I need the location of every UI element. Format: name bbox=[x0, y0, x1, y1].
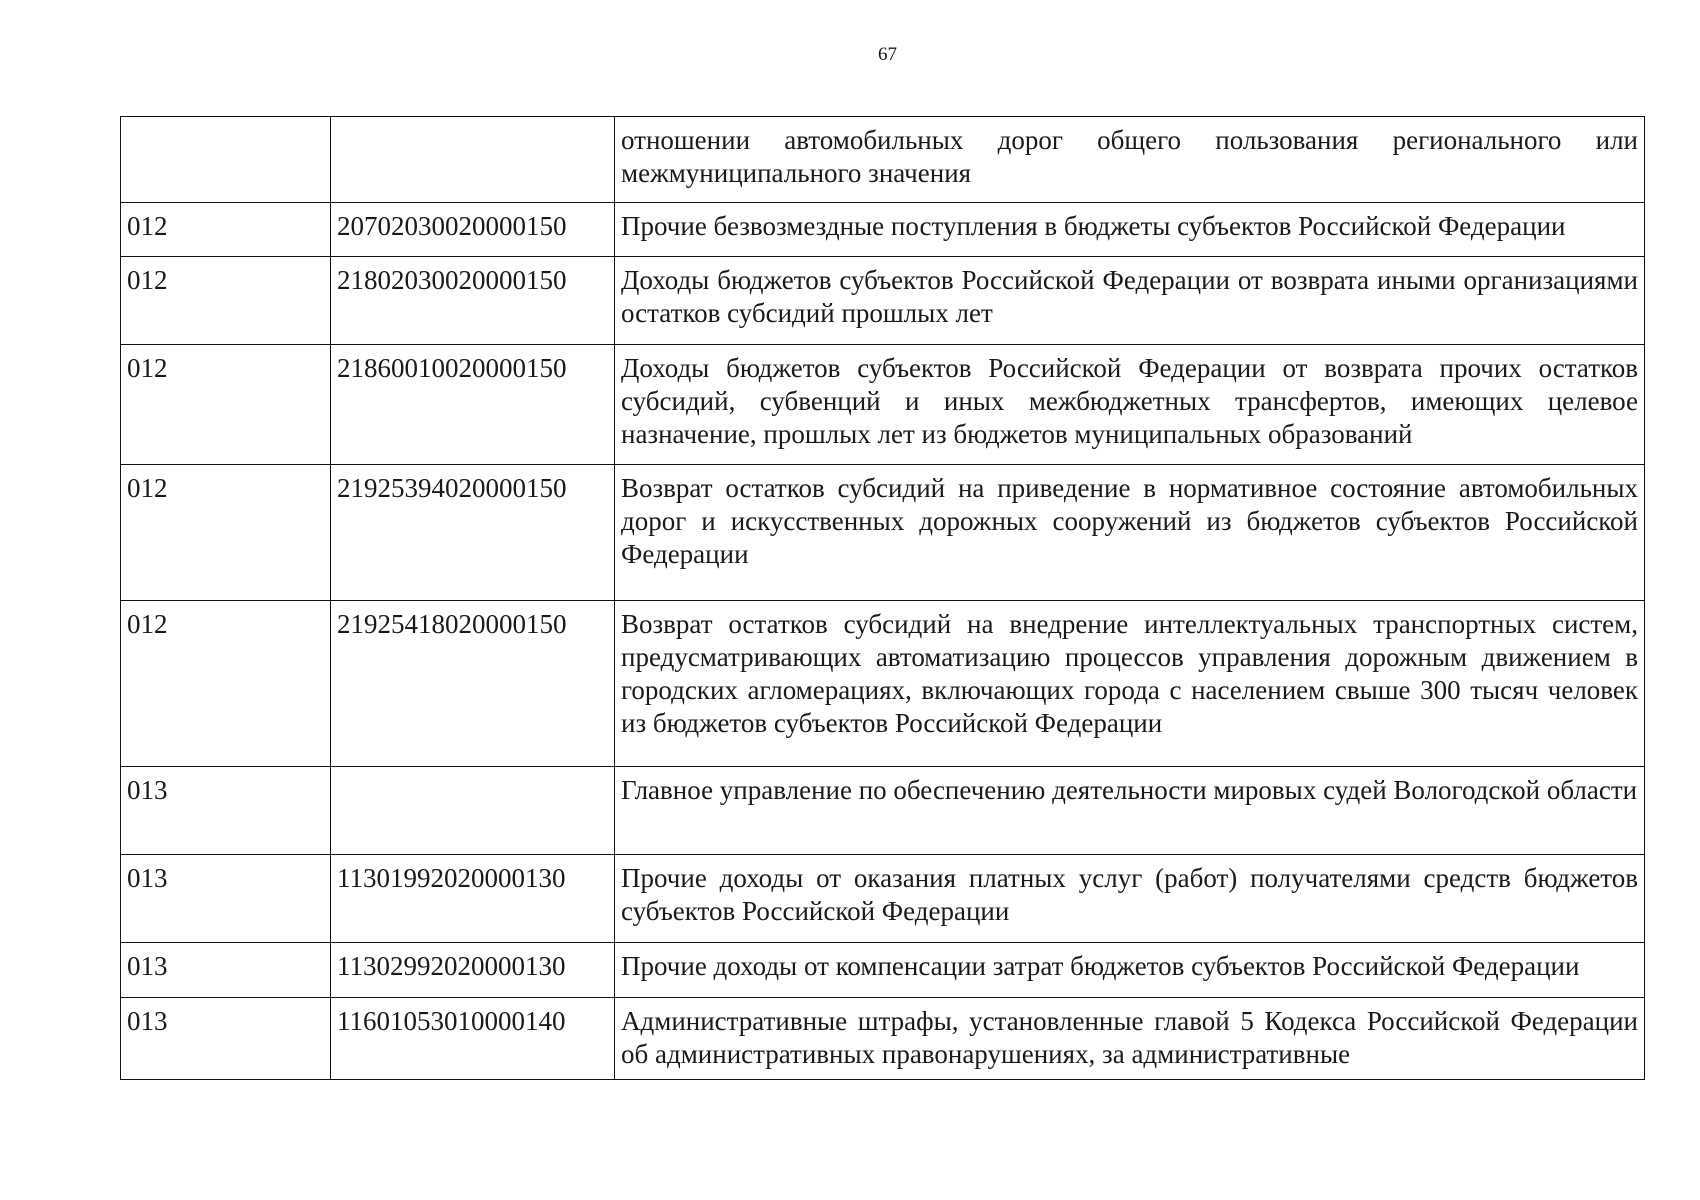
table-body bbox=[121, 117, 1645, 1080]
table-row bbox=[121, 345, 1645, 465]
income-code-cell bbox=[331, 767, 615, 855]
admin-code-cell: 012 bbox=[121, 465, 331, 601]
description-cell: Возврат остатков субсидий на внедрение интеллектуальных транспортных систем, предусматривающих автоматизацию процессов управления дорожным движением в городских агломерациях, включающих города с населением свыше 300 тысяч человек из бюджетов субъектов Российской Федерации bbox=[615, 601, 1645, 767]
description-cell: Прочие безвозмездные поступления в бюджеты субъектов Российской Федерации bbox=[615, 203, 1645, 257]
description-cell: Доходы бюджетов субъектов Российской Федерации от возврата прочих остатков субсидий, субвенций и иных межбюджетных трансфертов, имеющих целевое назначение, прошлых лет из бюджетов муниципальных образований bbox=[615, 345, 1645, 465]
table-row bbox=[121, 855, 1645, 943]
income-code-cell bbox=[331, 117, 615, 203]
description-cell: отношении автомобильных дорог общего пользования регионального или межмуниципального значения bbox=[615, 117, 1645, 203]
admin-code-cell: 012 bbox=[121, 257, 331, 345]
admin-code-cell: 013 bbox=[121, 943, 331, 998]
income-code-cell: 21802030020000150 bbox=[331, 257, 615, 345]
table-row bbox=[121, 203, 1645, 257]
income-code-cell: 11301992020000130 bbox=[331, 855, 615, 943]
admin-code-cell: 013 bbox=[121, 767, 331, 855]
page-number: 67 bbox=[878, 44, 897, 65]
admin-code-cell: 012 bbox=[121, 601, 331, 767]
table-row bbox=[121, 998, 1645, 1080]
description-cell: Доходы бюджетов субъектов Российской Федерации от возврата иными организациями остатков субсидий прошлых лет bbox=[615, 257, 1645, 345]
income-code-cell: 11601053010000140 bbox=[331, 998, 615, 1080]
income-code-cell: 21860010020000150 bbox=[331, 345, 615, 465]
table-row bbox=[121, 943, 1645, 998]
table-row bbox=[121, 465, 1645, 601]
income-code-cell: 21925394020000150 bbox=[331, 465, 615, 601]
admin-code-cell: 012 bbox=[121, 345, 331, 465]
description-cell: Административные штрафы, установленные главой 5 Кодекса Российской Федерации об административных правонарушениях, за административные bbox=[615, 998, 1645, 1080]
admin-code-cell: 013 bbox=[121, 998, 331, 1080]
description-cell: Прочие доходы от компенсации затрат бюджетов субъектов Российской Федерации bbox=[615, 943, 1645, 998]
income-code-cell: 11302992020000130 bbox=[331, 943, 615, 998]
admin-code-cell bbox=[121, 117, 331, 203]
budget-codes-table bbox=[120, 116, 1645, 1080]
description-cell: Возврат остатков субсидий на приведение в нормативное состояние автомобильных дорог и искусственных дорожных сооружений из бюджетов субъектов Российской Федерации bbox=[615, 465, 1645, 601]
table-row bbox=[121, 767, 1645, 855]
description-cell: Главное управление по обеспечению деятельности мировых судей Вологодской области bbox=[615, 767, 1645, 855]
table-row bbox=[121, 117, 1645, 203]
table-row bbox=[121, 601, 1645, 767]
description-cell: Прочие доходы от оказания платных услуг (работ) получателями средств бюджетов субъектов Российской Федерации bbox=[615, 855, 1645, 943]
admin-code-cell: 012 bbox=[121, 203, 331, 257]
admin-code-cell: 013 bbox=[121, 855, 331, 943]
income-code-cell: 20702030020000150 bbox=[331, 203, 615, 257]
table-row bbox=[121, 257, 1645, 345]
income-code-cell: 21925418020000150 bbox=[331, 601, 615, 767]
